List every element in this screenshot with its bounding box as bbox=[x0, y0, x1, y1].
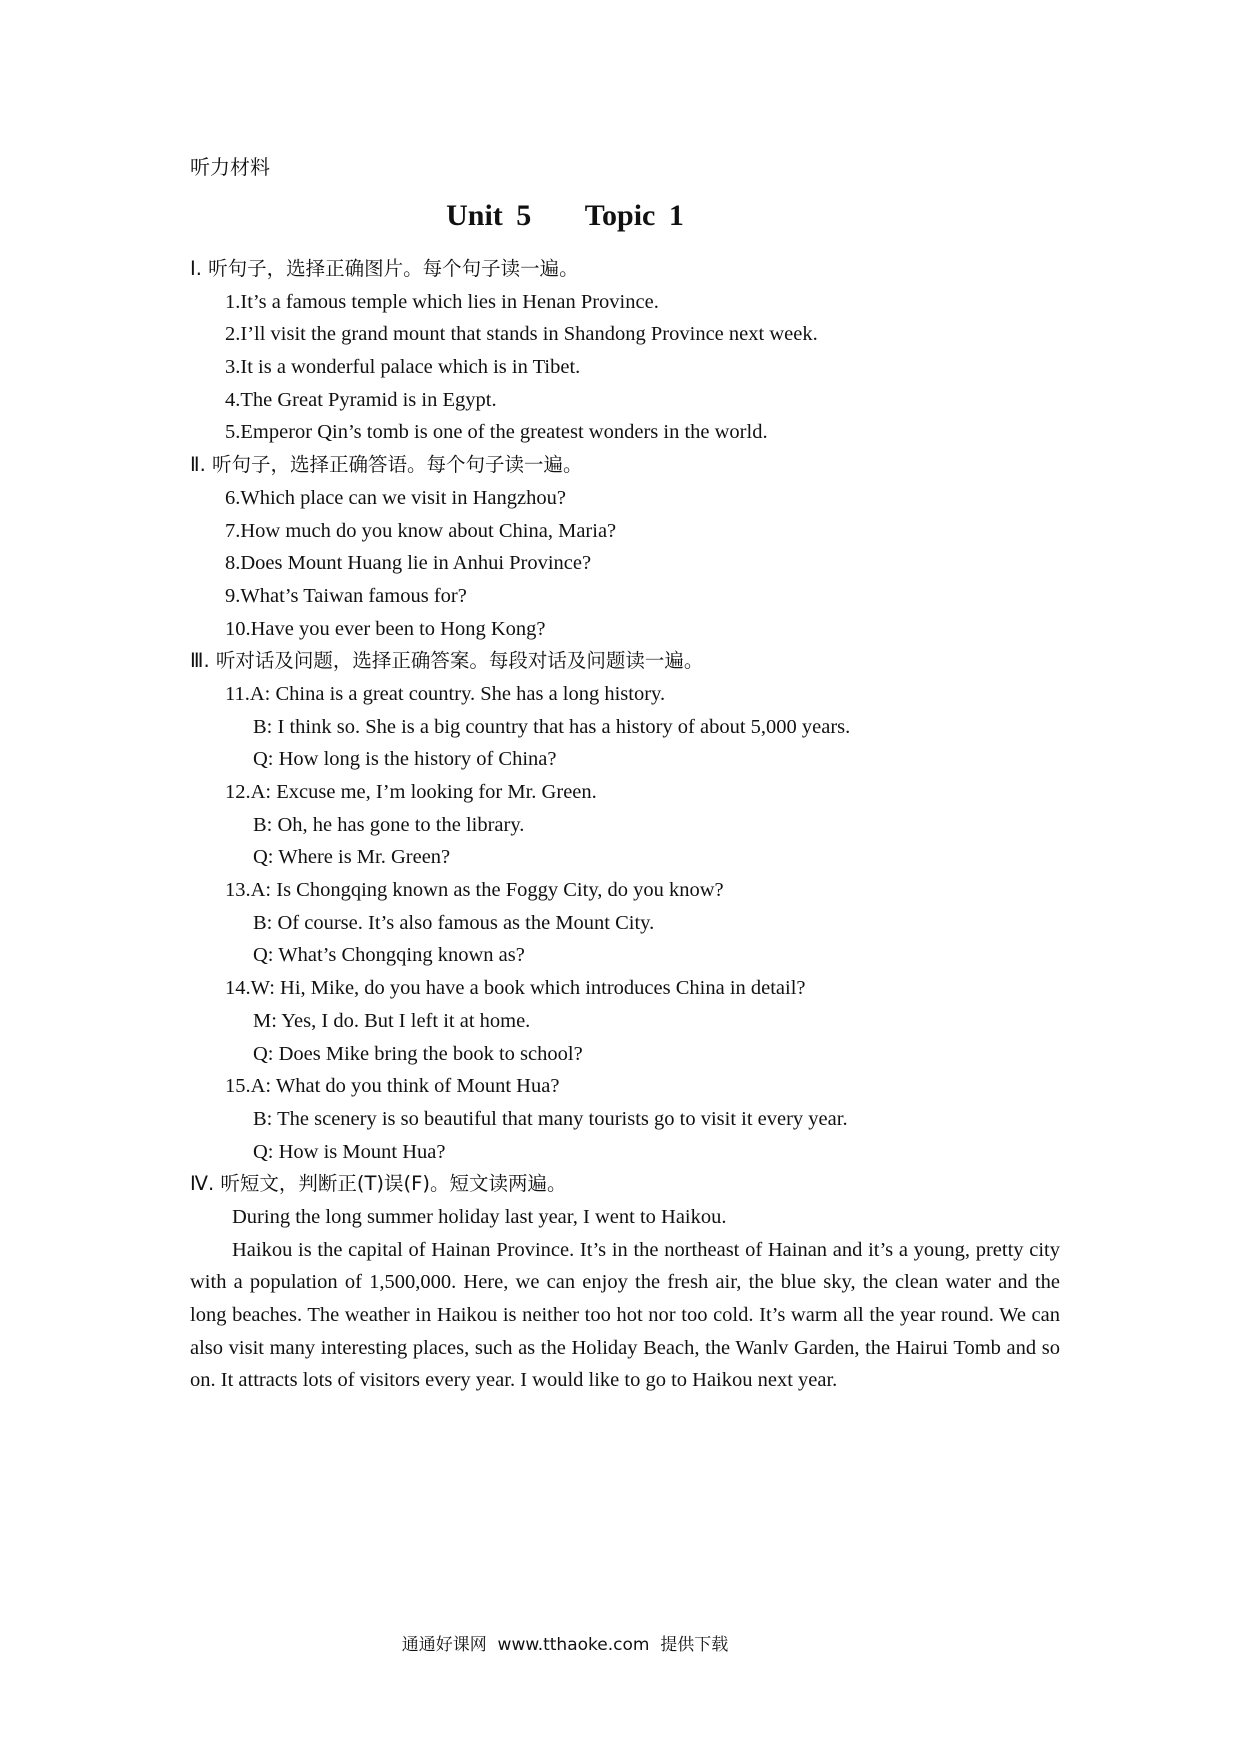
question-7: 7.How much do you know about China, Maria? bbox=[225, 519, 617, 542]
question-9: 9.What’s Taiwan famous for? bbox=[225, 584, 467, 607]
passage-paragraph-2: Haikou is the capital of Hainan Province. It’s in the northeast of Hainan and it’s a young, pretty city with a population of 1,500,000. Here, we can enjoy the fresh air, the blue sky, the clean water and the long beaches. The weather in Haikou is neither too hot nor too cold. It’s warm all the year round. We can also visit many interesting places, such as the Holiday Beach, the Wanlv Garden, the Hairui Tomb and so on. It attracts lots of visitors every year. I would like to go to Haikou next year. bbox=[190, 1238, 1060, 1392]
dialog-13-question: Q: What’s Chongqing known as? bbox=[253, 944, 525, 967]
footer-source: 通通好课网 www.tthaoke.com 提供下载 bbox=[401, 1635, 729, 1655]
section-2-heading: Ⅱ. 听句子，选择正确答语。每个句子读一遍。 bbox=[190, 453, 583, 477]
question-6: 6.Which place can we visit in Hangzhou? bbox=[225, 486, 566, 509]
question-8: 8.Does Mount Huang lie in Anhui Province? bbox=[225, 552, 592, 575]
question-3: 3.It is a wonderful palace which is in Tibet. bbox=[225, 356, 581, 379]
header-label: 听力材料 bbox=[190, 155, 270, 179]
question-2: 2.I’ll visit the grand mount that stands in Shandong Province next week. bbox=[225, 323, 818, 346]
section-4-heading: Ⅳ. 听短文，判断正(T)误(F)。短文读两遍。 bbox=[190, 1172, 567, 1196]
question-1: 1.It’s a famous temple which lies in Henan Province. bbox=[225, 290, 659, 313]
section-1-heading: Ⅰ. 听句子，选择正确图片。每个句子读一遍。 bbox=[190, 257, 579, 280]
dialog-11-line-a: 11.A: China is a great country. She has a long history. bbox=[225, 682, 666, 705]
dialog-12-line-b: B: Oh, he has gone to the library. bbox=[253, 813, 525, 836]
dialog-14-line-b: M: Yes, I do. But I left it at home. bbox=[253, 1009, 531, 1032]
dialog-13-line-b: B: Of course. It’s also famous as the Mount City. bbox=[253, 911, 655, 934]
dialog-15-line-a: 15.A: What do you think of Mount Hua? bbox=[225, 1075, 560, 1098]
question-4: 4.The Great Pyramid is in Egypt. bbox=[225, 388, 497, 411]
dialog-15-question: Q: How is Mount Hua? bbox=[253, 1140, 446, 1163]
section-3-heading: Ⅲ. 听对话及问题，选择正确答案。每段对话及问题读一遍。 bbox=[190, 649, 704, 673]
dialog-14-question: Q: Does Mike bring the book to school? bbox=[253, 1042, 583, 1065]
dialog-11-line-b: B: I think so. She is a big country that has a history of about 5,000 years. bbox=[253, 715, 851, 738]
dialog-13-line-a: 13.A: Is Chongqing known as the Foggy City, do you know? bbox=[225, 879, 724, 902]
dialog-12-line-a: 12.A: Excuse me, I’m looking for Mr. Green. bbox=[225, 781, 597, 803]
passage-paragraph-1: During the long summer holiday last year, I went to Haikou. bbox=[232, 1205, 727, 1228]
dialog-15-line-b: B: The scenery is so beautiful that many tourists go to visit it every year. bbox=[253, 1107, 848, 1130]
document-body bbox=[190, 253, 1060, 1397]
page-title: Unit 5 Topic 1 bbox=[446, 199, 684, 232]
dialog-11-question: Q: How long is the history of China? bbox=[253, 748, 557, 771]
question-5: 5.Emperor Qin’s tomb is one of the greatest wonders in the world. bbox=[225, 421, 768, 444]
question-10: 10.Have you ever been to Hong Kong? bbox=[225, 617, 546, 640]
dialog-14-line-a: 14.W: Hi, Mike, do you have a book which introduces China in detail? bbox=[225, 977, 806, 1000]
dialog-12-question: Q: Where is Mr. Green? bbox=[253, 846, 451, 869]
